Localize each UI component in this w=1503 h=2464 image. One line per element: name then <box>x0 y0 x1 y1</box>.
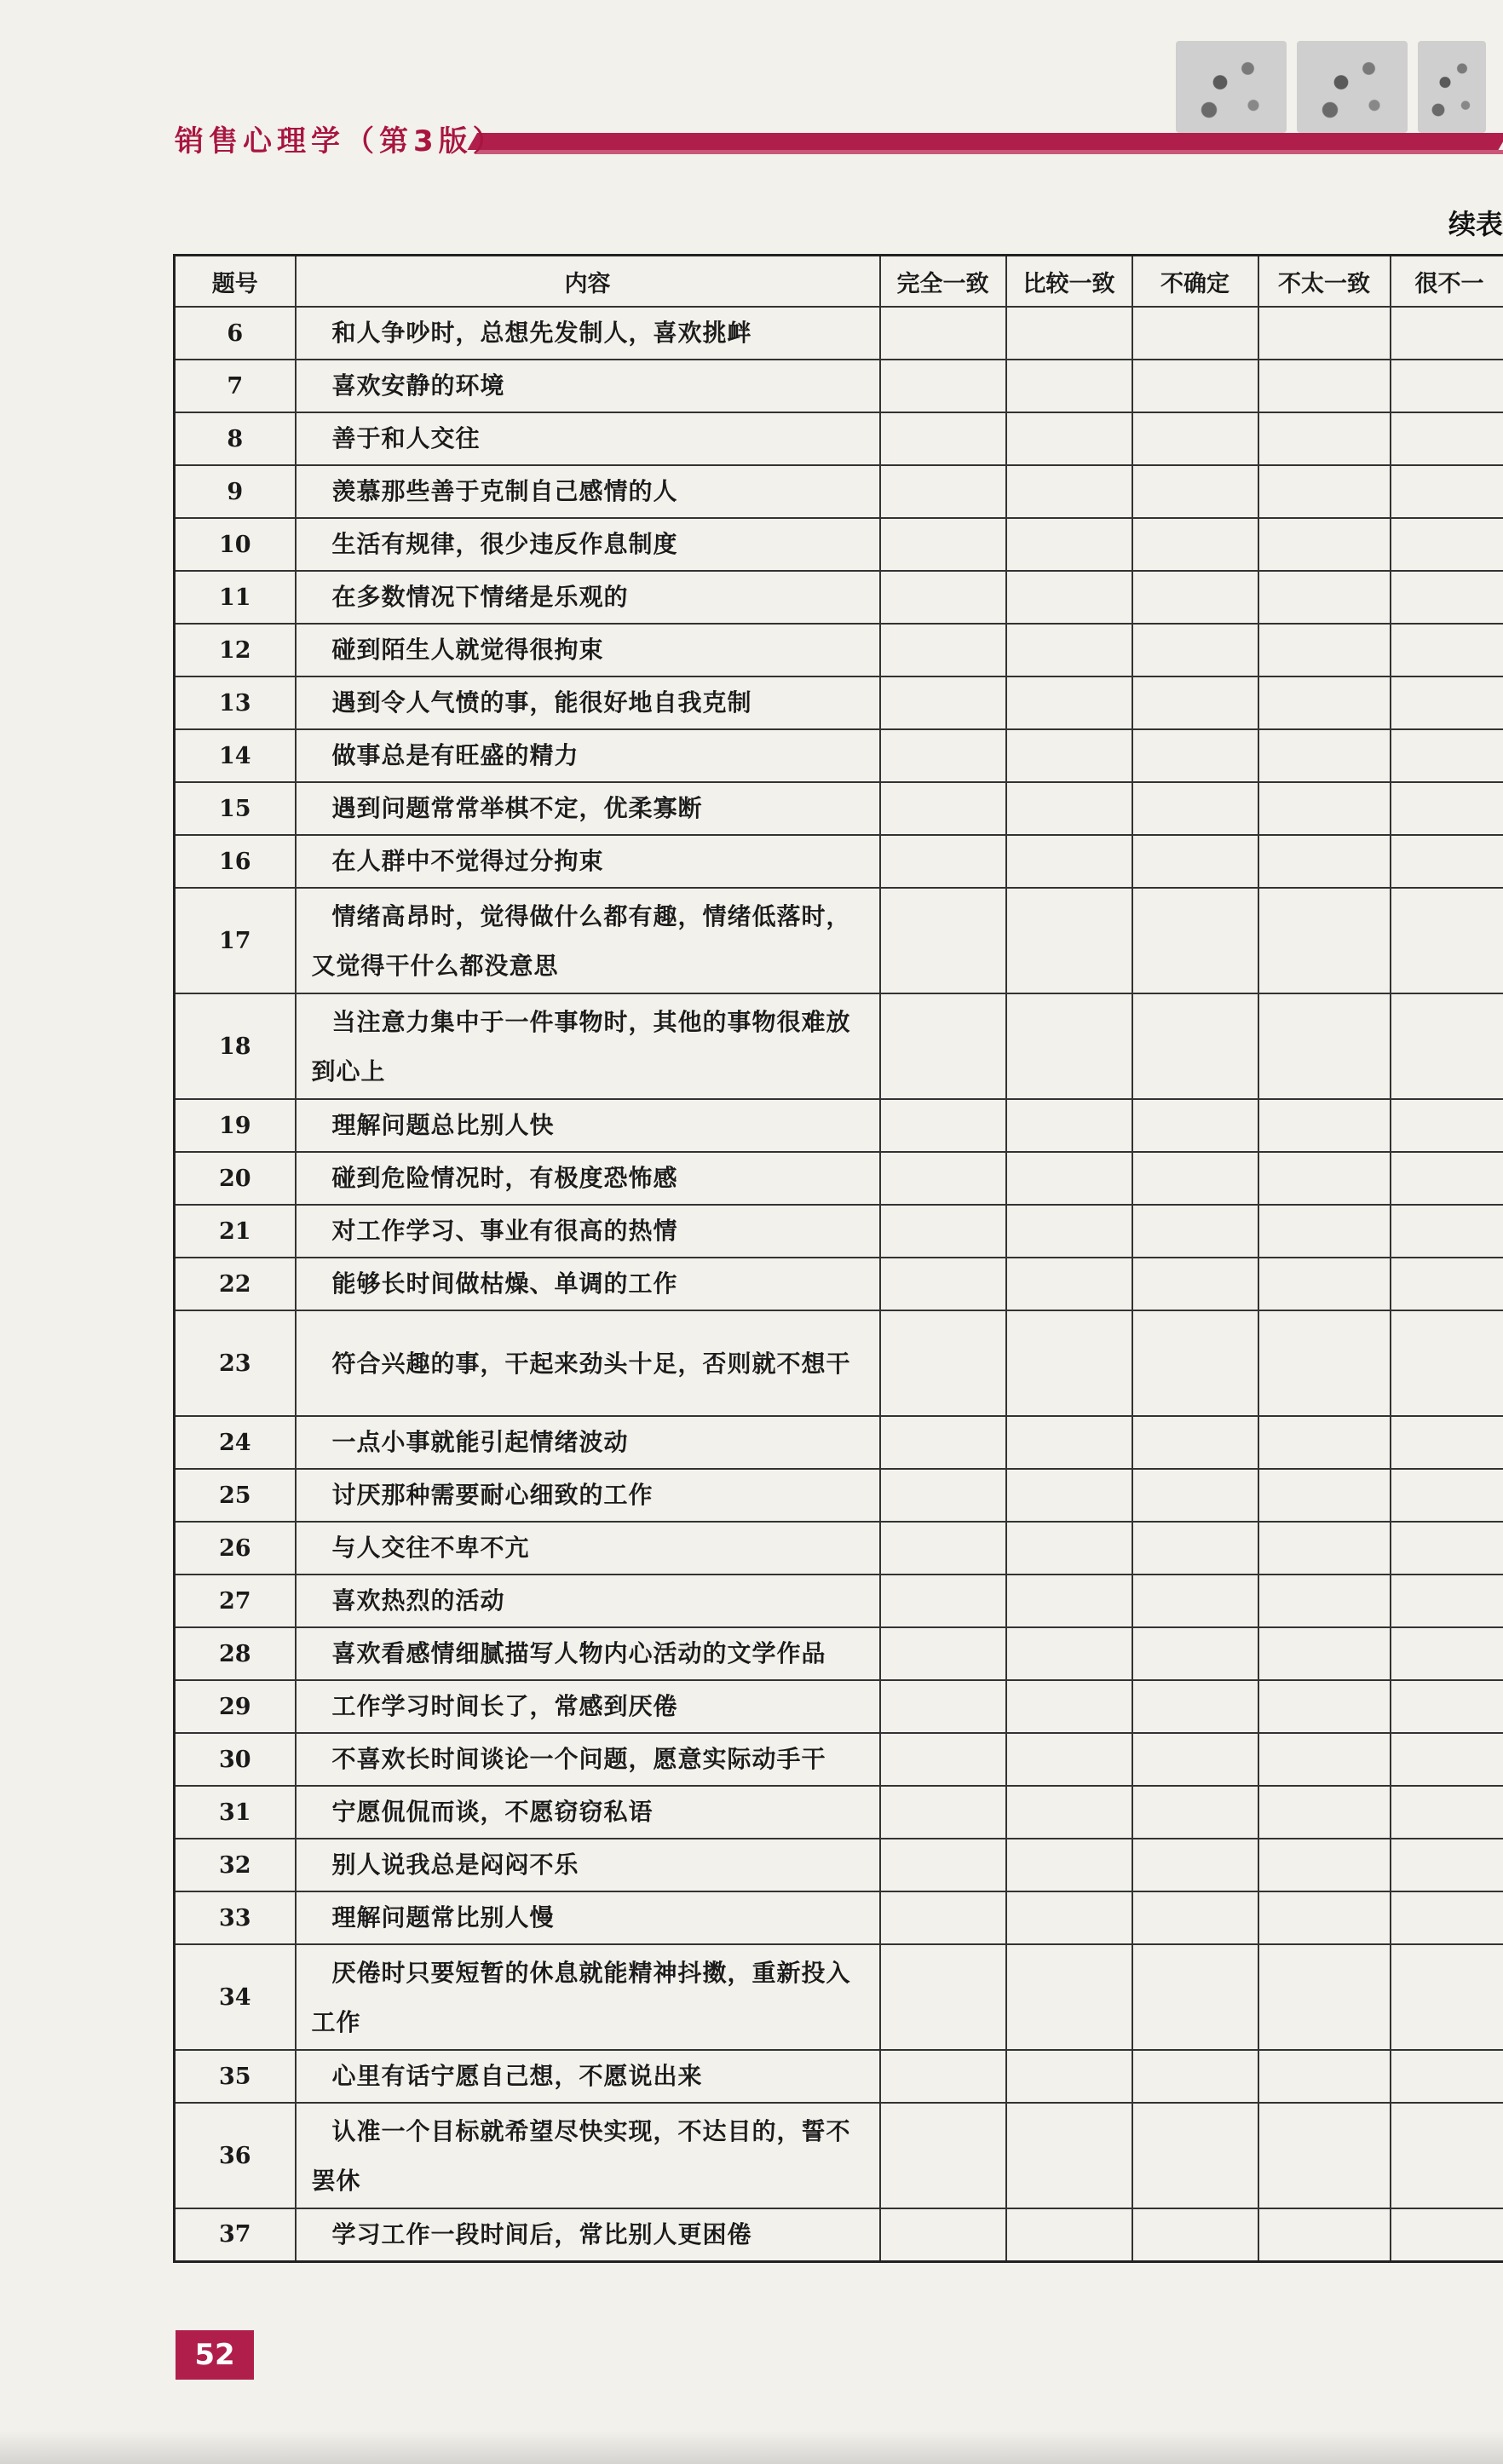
answer-mostly-disagree-cell[interactable] <box>1258 1310 1391 1416</box>
answer-mostly-disagree-cell[interactable] <box>1258 1099 1391 1152</box>
answer-fully-agree-cell[interactable] <box>880 2103 1006 2208</box>
header-photo <box>1297 41 1408 133</box>
header-photo <box>1418 41 1486 133</box>
header-accent-bar <box>467 133 1503 150</box>
item-number: 15 <box>175 782 296 835</box>
item-statement: 碰到危险情况时，有极度恐怖感 <box>296 1152 880 1205</box>
answer-uncertain-cell[interactable] <box>1132 1944 1258 2050</box>
answer-uncertain-cell[interactable] <box>1132 360 1258 412</box>
page-number: 52 <box>176 2330 254 2380</box>
item-statement: 与人交往不卑不亢 <box>296 1522 880 1575</box>
answer-strongly-disagree-cell[interactable] <box>1391 888 1503 993</box>
answer-mostly-agree-cell[interactable] <box>1006 2208 1132 2261</box>
table-row <box>175 1152 1503 1205</box>
table-row <box>175 307 1503 360</box>
answer-mostly-disagree-cell[interactable] <box>1258 2103 1391 2208</box>
answer-mostly-agree-cell[interactable] <box>1006 888 1132 993</box>
answer-mostly-agree-cell[interactable] <box>1006 1839 1132 1891</box>
answer-mostly-disagree-cell[interactable] <box>1258 1891 1391 1944</box>
item-statement: 一点小事就能引起情绪波动 <box>296 1416 880 1469</box>
answer-strongly-disagree-cell[interactable] <box>1391 1944 1503 2050</box>
answer-uncertain-cell[interactable] <box>1132 465 1258 518</box>
answer-uncertain-cell[interactable] <box>1132 1258 1258 1310</box>
answer-mostly-agree-cell[interactable] <box>1006 782 1132 835</box>
answer-uncertain-cell[interactable] <box>1132 2050 1258 2103</box>
answer-mostly-agree-cell[interactable] <box>1006 360 1132 412</box>
item-statement: 对工作学习、事业有很高的热情 <box>296 1205 880 1258</box>
item-statement: 讨厌那种需要耐心细致的工作 <box>296 1469 880 1522</box>
answer-fully-agree-cell[interactable] <box>880 2208 1006 2261</box>
item-number: 14 <box>175 729 296 782</box>
answer-fully-agree-cell[interactable] <box>880 1733 1006 1786</box>
item-number: 33 <box>175 1891 296 1944</box>
answer-strongly-disagree-cell[interactable] <box>1391 1152 1503 1205</box>
table-row <box>175 1205 1503 1258</box>
answer-fully-agree-cell[interactable] <box>880 465 1006 518</box>
item-statement: 在人群中不觉得过分拘束 <box>296 835 880 888</box>
item-statement: 能够长时间做枯燥、单调的工作 <box>296 1258 880 1310</box>
item-number: 17 <box>175 888 296 993</box>
answer-mostly-disagree-cell[interactable] <box>1258 835 1391 888</box>
answer-mostly-disagree-cell[interactable] <box>1258 1733 1391 1786</box>
answer-fully-agree-cell[interactable] <box>880 1891 1006 1944</box>
table-row <box>175 1099 1503 1152</box>
page-bottom-shadow <box>0 2430 1503 2464</box>
answer-mostly-agree-cell[interactable] <box>1006 676 1132 729</box>
answer-strongly-disagree-cell[interactable] <box>1391 1099 1503 1152</box>
item-statement: 学习工作一段时间后，常比别人更困倦 <box>296 2208 880 2261</box>
answer-mostly-agree-cell[interactable] <box>1006 412 1132 465</box>
answer-uncertain-cell[interactable] <box>1132 1099 1258 1152</box>
answer-uncertain-cell[interactable] <box>1132 1469 1258 1522</box>
item-number: 13 <box>175 676 296 729</box>
item-statement: 喜欢看感情细腻描写人物内心活动的文学作品 <box>296 1627 880 1680</box>
answer-mostly-agree-cell[interactable] <box>1006 1469 1132 1522</box>
answer-uncertain-cell[interactable] <box>1132 2103 1258 2208</box>
answer-mostly-disagree-cell[interactable] <box>1258 1575 1391 1627</box>
answer-uncertain-cell[interactable] <box>1132 676 1258 729</box>
answer-fully-agree-cell[interactable] <box>880 1944 1006 2050</box>
item-statement: 理解问题常比别人慢 <box>296 1891 880 1944</box>
header-accent-bar-thin <box>475 150 1503 154</box>
answer-mostly-disagree-cell[interactable] <box>1258 1522 1391 1575</box>
answer-fully-agree-cell[interactable] <box>880 1152 1006 1205</box>
item-number: 16 <box>175 835 296 888</box>
table-row <box>175 993 1503 1099</box>
answer-fully-agree-cell[interactable] <box>880 571 1006 624</box>
answer-fully-agree-cell[interactable] <box>880 2050 1006 2103</box>
answer-mostly-agree-cell[interactable] <box>1006 1310 1132 1416</box>
answer-mostly-disagree-cell[interactable] <box>1258 307 1391 360</box>
item-statement: 和人争吵时，总想先发制人，喜欢挑衅 <box>296 307 880 360</box>
answer-strongly-disagree-cell[interactable] <box>1391 729 1503 782</box>
answer-mostly-disagree-cell[interactable] <box>1258 1205 1391 1258</box>
answer-mostly-disagree-cell[interactable] <box>1258 1786 1391 1839</box>
answer-mostly-agree-cell[interactable] <box>1006 1944 1132 2050</box>
item-number: 32 <box>175 1839 296 1891</box>
answer-strongly-disagree-cell[interactable] <box>1391 465 1503 518</box>
questionnaire-table <box>173 254 1503 2263</box>
table-row <box>175 1310 1503 1416</box>
answer-strongly-disagree-cell[interactable] <box>1391 571 1503 624</box>
answer-fully-agree-cell[interactable] <box>880 360 1006 412</box>
item-number: 21 <box>175 1205 296 1258</box>
item-statement: 心里有话宁愿自己想，不愿说出来 <box>296 2050 880 2103</box>
answer-strongly-disagree-cell[interactable] <box>1391 1680 1503 1733</box>
answer-mostly-agree-cell[interactable] <box>1006 518 1132 571</box>
answer-mostly-disagree-cell[interactable] <box>1258 729 1391 782</box>
answer-strongly-disagree-cell[interactable] <box>1391 360 1503 412</box>
column-header-mostly-agree: 比较一致 <box>1006 256 1132 308</box>
column-header-content: 内容 <box>296 256 880 308</box>
answer-fully-agree-cell[interactable] <box>880 993 1006 1099</box>
answer-fully-agree-cell[interactable] <box>880 888 1006 993</box>
item-number: 11 <box>175 571 296 624</box>
item-number: 18 <box>175 993 296 1099</box>
item-number: 31 <box>175 1786 296 1839</box>
answer-strongly-disagree-cell[interactable] <box>1391 1786 1503 1839</box>
table-row <box>175 465 1503 518</box>
book-title: 销售心理学（第3版） <box>175 124 507 158</box>
column-header-uncertain: 不确定 <box>1132 256 1258 308</box>
answer-fully-agree-cell[interactable] <box>880 518 1006 571</box>
answer-strongly-disagree-cell[interactable] <box>1391 1891 1503 1944</box>
answer-mostly-agree-cell[interactable] <box>1006 729 1132 782</box>
answer-uncertain-cell[interactable] <box>1132 1575 1258 1627</box>
answer-fully-agree-cell[interactable] <box>880 1839 1006 1891</box>
item-number: 36 <box>175 2103 296 2208</box>
answer-fully-agree-cell[interactable] <box>880 1680 1006 1733</box>
answer-strongly-disagree-cell[interactable] <box>1391 2103 1503 2208</box>
answer-mostly-agree-cell[interactable] <box>1006 1152 1132 1205</box>
item-statement: 在多数情况下情绪是乐观的 <box>296 571 880 624</box>
item-statement: 碰到陌生人就觉得很拘束 <box>296 624 880 676</box>
answer-fully-agree-cell[interactable] <box>880 1786 1006 1839</box>
answer-mostly-agree-cell[interactable] <box>1006 1258 1132 1310</box>
item-number: 6 <box>175 307 296 360</box>
answer-mostly-agree-cell[interactable] <box>1006 1680 1132 1733</box>
item-statement: 喜欢安静的环境 <box>296 360 880 412</box>
answer-uncertain-cell[interactable] <box>1132 1733 1258 1786</box>
answer-uncertain-cell[interactable] <box>1132 1152 1258 1205</box>
item-statement: 工作学习时间长了，常感到厌倦 <box>296 1680 880 1733</box>
answer-strongly-disagree-cell[interactable] <box>1391 1839 1503 1891</box>
continued-label: 续表 <box>1448 208 1503 240</box>
item-statement: 做事总是有旺盛的精力 <box>296 729 880 782</box>
answer-mostly-disagree-cell[interactable] <box>1258 1469 1391 1522</box>
table-row <box>175 1522 1503 1575</box>
answer-fully-agree-cell[interactable] <box>880 835 1006 888</box>
answer-strongly-disagree-cell[interactable] <box>1391 1310 1503 1416</box>
table-row <box>175 2208 1503 2261</box>
answer-mostly-agree-cell[interactable] <box>1006 1416 1132 1469</box>
answer-uncertain-cell[interactable] <box>1132 729 1258 782</box>
answer-mostly-agree-cell[interactable] <box>1006 571 1132 624</box>
answer-fully-agree-cell[interactable] <box>880 1258 1006 1310</box>
answer-mostly-disagree-cell[interactable] <box>1258 465 1391 518</box>
table-row <box>175 729 1503 782</box>
column-header-mostly-disagree: 不太一致 <box>1258 256 1391 308</box>
answer-mostly-agree-cell[interactable] <box>1006 1733 1132 1786</box>
answer-mostly-agree-cell[interactable] <box>1006 465 1132 518</box>
answer-fully-agree-cell[interactable] <box>880 1416 1006 1469</box>
item-number: 19 <box>175 1099 296 1152</box>
answer-mostly-disagree-cell[interactable] <box>1258 1627 1391 1680</box>
answer-mostly-disagree-cell[interactable] <box>1258 360 1391 412</box>
answer-mostly-disagree-cell[interactable] <box>1258 1839 1391 1891</box>
answer-mostly-disagree-cell[interactable] <box>1258 571 1391 624</box>
item-number: 12 <box>175 624 296 676</box>
answer-uncertain-cell[interactable] <box>1132 1627 1258 1680</box>
item-statement: 羡慕那些善于克制自己感情的人 <box>296 465 880 518</box>
item-statement: 喜欢热烈的活动 <box>296 1575 880 1627</box>
answer-mostly-agree-cell[interactable] <box>1006 1522 1132 1575</box>
item-number: 24 <box>175 1416 296 1469</box>
answer-mostly-disagree-cell[interactable] <box>1258 1416 1391 1469</box>
table-row <box>175 571 1503 624</box>
answer-mostly-agree-cell[interactable] <box>1006 2103 1132 2208</box>
answer-fully-agree-cell[interactable] <box>880 1310 1006 1416</box>
item-number: 34 <box>175 1944 296 2050</box>
item-number: 29 <box>175 1680 296 1733</box>
item-number: 25 <box>175 1469 296 1522</box>
item-statement: 遇到问题常常举棋不定，优柔寡断 <box>296 782 880 835</box>
column-header-number: 题号 <box>175 256 296 308</box>
item-number: 20 <box>175 1152 296 1205</box>
answer-uncertain-cell[interactable] <box>1132 1416 1258 1469</box>
answer-uncertain-cell[interactable] <box>1132 2208 1258 2261</box>
item-statement: 遇到令人气愤的事，能很好地自我克制 <box>296 676 880 729</box>
header-photo <box>1176 41 1287 133</box>
answer-uncertain-cell[interactable] <box>1132 571 1258 624</box>
item-statement: 情绪高昂时，觉得做什么都有趣，情绪低落时，又觉得干什么都没意思 <box>296 888 880 993</box>
item-number: 8 <box>175 412 296 465</box>
answer-fully-agree-cell[interactable] <box>880 676 1006 729</box>
item-number: 22 <box>175 1258 296 1310</box>
table-row <box>175 676 1503 729</box>
answer-fully-agree-cell[interactable] <box>880 1522 1006 1575</box>
answer-mostly-disagree-cell[interactable] <box>1258 2208 1391 2261</box>
item-statement: 生活有规律，很少违反作息制度 <box>296 518 880 571</box>
table-header-row <box>175 256 1503 308</box>
item-statement: 当注意力集中于一件事物时，其他的事物很难放到心上 <box>296 993 880 1099</box>
answer-uncertain-cell[interactable] <box>1132 1522 1258 1575</box>
item-statement: 符合兴趣的事，干起来劲头十足，否则就不想干 <box>296 1310 880 1416</box>
answer-strongly-disagree-cell[interactable] <box>1391 624 1503 676</box>
answer-mostly-agree-cell[interactable] <box>1006 1627 1132 1680</box>
answer-fully-agree-cell[interactable] <box>880 624 1006 676</box>
table-row <box>175 1891 1503 1944</box>
answer-strongly-disagree-cell[interactable] <box>1391 1205 1503 1258</box>
item-statement: 善于和人交往 <box>296 412 880 465</box>
answer-strongly-disagree-cell[interactable] <box>1391 2208 1503 2261</box>
table-row <box>175 1944 1503 2050</box>
answer-fully-agree-cell[interactable] <box>880 307 1006 360</box>
item-number: 37 <box>175 2208 296 2261</box>
answer-strongly-disagree-cell[interactable] <box>1391 993 1503 1099</box>
answer-fully-agree-cell[interactable] <box>880 1099 1006 1152</box>
table-row <box>175 412 1503 465</box>
answer-strongly-disagree-cell[interactable] <box>1391 835 1503 888</box>
table-row <box>175 1416 1503 1469</box>
answer-uncertain-cell[interactable] <box>1132 412 1258 465</box>
answer-strongly-disagree-cell[interactable] <box>1391 1627 1503 1680</box>
answer-strongly-disagree-cell[interactable] <box>1391 518 1503 571</box>
table-row <box>175 1575 1503 1627</box>
item-number: 27 <box>175 1575 296 1627</box>
item-number: 30 <box>175 1733 296 1786</box>
item-statement: 理解问题总比别人快 <box>296 1099 880 1152</box>
item-number: 35 <box>175 2050 296 2103</box>
answer-strongly-disagree-cell[interactable] <box>1391 1469 1503 1522</box>
answer-mostly-disagree-cell[interactable] <box>1258 1680 1391 1733</box>
answer-uncertain-cell[interactable] <box>1132 1680 1258 1733</box>
answer-uncertain-cell[interactable] <box>1132 1310 1258 1416</box>
answer-mostly-agree-cell[interactable] <box>1006 1891 1132 1944</box>
table-row <box>175 2103 1503 2208</box>
answer-mostly-disagree-cell[interactable] <box>1258 518 1391 571</box>
answer-uncertain-cell[interactable] <box>1132 518 1258 571</box>
answer-mostly-agree-cell[interactable] <box>1006 307 1132 360</box>
item-statement: 宁愿侃侃而谈，不愿窃窃私语 <box>296 1786 880 1839</box>
table-row <box>175 888 1503 993</box>
item-statement: 别人说我总是闷闷不乐 <box>296 1839 880 1891</box>
item-number: 23 <box>175 1310 296 1416</box>
answer-mostly-agree-cell[interactable] <box>1006 1575 1132 1627</box>
answer-uncertain-cell[interactable] <box>1132 307 1258 360</box>
item-statement: 厌倦时只要短暂的休息就能精神抖擞，重新投入工作 <box>296 1944 880 2050</box>
answer-strongly-disagree-cell[interactable] <box>1391 412 1503 465</box>
answer-strongly-disagree-cell[interactable] <box>1391 2050 1503 2103</box>
answer-mostly-agree-cell[interactable] <box>1006 1205 1132 1258</box>
answer-mostly-agree-cell[interactable] <box>1006 1786 1132 1839</box>
item-number: 26 <box>175 1522 296 1575</box>
table-row <box>175 2050 1503 2103</box>
table-row <box>175 1733 1503 1786</box>
item-number: 7 <box>175 360 296 412</box>
answer-mostly-disagree-cell[interactable] <box>1258 1258 1391 1310</box>
table-row <box>175 518 1503 571</box>
answer-mostly-disagree-cell[interactable] <box>1258 888 1391 993</box>
answer-uncertain-cell[interactable] <box>1132 993 1258 1099</box>
answer-mostly-disagree-cell[interactable] <box>1258 412 1391 465</box>
answer-fully-agree-cell[interactable] <box>880 782 1006 835</box>
header-photo-strip <box>1176 41 1486 133</box>
answer-mostly-agree-cell[interactable] <box>1006 993 1132 1099</box>
answer-mostly-agree-cell[interactable] <box>1006 624 1132 676</box>
answer-mostly-disagree-cell[interactable] <box>1258 2050 1391 2103</box>
answer-uncertain-cell[interactable] <box>1132 624 1258 676</box>
answer-strongly-disagree-cell[interactable] <box>1391 1522 1503 1575</box>
answer-mostly-agree-cell[interactable] <box>1006 835 1132 888</box>
answer-strongly-disagree-cell[interactable] <box>1391 1258 1503 1310</box>
answer-mostly-disagree-cell[interactable] <box>1258 782 1391 835</box>
answer-strongly-disagree-cell[interactable] <box>1391 307 1503 360</box>
answer-mostly-disagree-cell[interactable] <box>1258 624 1391 676</box>
answer-strongly-disagree-cell[interactable] <box>1391 1416 1503 1469</box>
column-header-strongly-disagree: 很不一 <box>1391 256 1503 308</box>
answer-fully-agree-cell[interactable] <box>880 412 1006 465</box>
item-number: 10 <box>175 518 296 571</box>
answer-mostly-agree-cell[interactable] <box>1006 2050 1132 2103</box>
answer-strongly-disagree-cell[interactable] <box>1391 1733 1503 1786</box>
table-row <box>175 1469 1503 1522</box>
answer-uncertain-cell[interactable] <box>1132 1205 1258 1258</box>
answer-mostly-disagree-cell[interactable] <box>1258 676 1391 729</box>
table-row <box>175 360 1503 412</box>
answer-uncertain-cell[interactable] <box>1132 835 1258 888</box>
answer-fully-agree-cell[interactable] <box>880 1469 1006 1522</box>
table-row <box>175 1680 1503 1733</box>
item-statement: 不喜欢长时间谈论一个问题，愿意实际动手干 <box>296 1733 880 1786</box>
table-row <box>175 1627 1503 1680</box>
answer-mostly-disagree-cell[interactable] <box>1258 1152 1391 1205</box>
answer-strongly-disagree-cell[interactable] <box>1391 1575 1503 1627</box>
item-statement: 认准一个目标就希望尽快实现，不达目的，誓不罢休 <box>296 2103 880 2208</box>
answer-fully-agree-cell[interactable] <box>880 1205 1006 1258</box>
table-row <box>175 1258 1503 1310</box>
answer-fully-agree-cell[interactable] <box>880 729 1006 782</box>
answer-mostly-disagree-cell[interactable] <box>1258 1944 1391 2050</box>
table-row <box>175 1786 1503 1839</box>
table-row <box>175 835 1503 888</box>
column-header-fully-agree: 完全一致 <box>880 256 1006 308</box>
answer-mostly-disagree-cell[interactable] <box>1258 993 1391 1099</box>
item-number: 28 <box>175 1627 296 1680</box>
table-row <box>175 1839 1503 1891</box>
item-number: 9 <box>175 465 296 518</box>
answer-uncertain-cell[interactable] <box>1132 888 1258 993</box>
answer-uncertain-cell[interactable] <box>1132 1891 1258 1944</box>
answer-strongly-disagree-cell[interactable] <box>1391 676 1503 729</box>
table-row <box>175 782 1503 835</box>
answer-strongly-disagree-cell[interactable] <box>1391 782 1503 835</box>
answer-mostly-agree-cell[interactable] <box>1006 1099 1132 1152</box>
answer-fully-agree-cell[interactable] <box>880 1627 1006 1680</box>
answer-uncertain-cell[interactable] <box>1132 1786 1258 1839</box>
table-row <box>175 624 1503 676</box>
answer-uncertain-cell[interactable] <box>1132 782 1258 835</box>
answer-fully-agree-cell[interactable] <box>880 1575 1006 1627</box>
answer-uncertain-cell[interactable] <box>1132 1839 1258 1891</box>
